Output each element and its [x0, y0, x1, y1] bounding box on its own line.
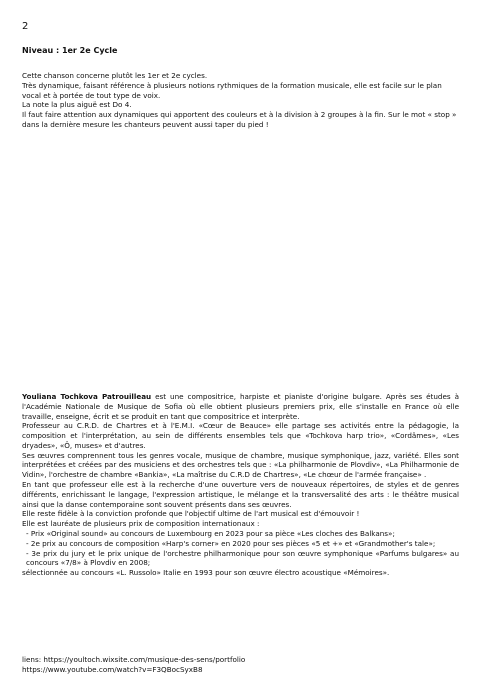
intro-line: Cette chanson concerne plutôt les 1er et 2e cycles.: [22, 71, 208, 80]
bio-paragraph: En tant que professeur elle est à la recherche d'une ouverture vers de nouveaux répertoires, de styles et de genres différents, enrichissant le langage, l'expression artistique, le mélange et la transversalité des arts : le théâtre musical ainsi que la danse contemporaine sont souvent présents dans ses œuvres.: [22, 480, 459, 509]
portfolio-link[interactable]: liens: https://youltoch.wixsite.com/musique-des-sens/portfolio: [22, 655, 246, 664]
award-item: sélectionnée au concours «L. Russolo» Italie en 1993 pour son œuvre électro acoustique «Mémoires».: [22, 568, 390, 578]
intro-section: [22, 71, 459, 130]
intro-line: Il faut faire attention aux dynamiques qui apportent des couleurs et à la division à 2 groupes à la fin. Sur le mot « stop » dans la dernière mesure les chanteurs peuvent aussi taper du pied !: [22, 110, 457, 129]
bio-paragraph: Professeur au C.R.D. de Chartres et à l'E.M.I. «Cœur de Beauce» elle partage ses activités entre la pédagogie, la composition et l'interprétation, au sein de différents ensembles tels que «Tochkova harp trio», «Cordâmes», «Les dryades», «Ô, muses» et d'autres.: [22, 421, 459, 450]
page-number: 2: [22, 21, 29, 32]
bio-paragraph: [22, 392, 459, 421]
bio-intro-text: est une compositrice, harpiste et pianiste d'origine bulgare. Après ses études à l'Académie Nationale de Musique de Sofia où elle obtient plusieurs premiers prix, elle s'installe en France où elle travaille, enseigne, écrit et se produit en tant que compositrice et interprète.: [22, 392, 459, 421]
composer-name: Youliana Tochkova Patrouilleau: [22, 392, 152, 401]
award-item: - Prix «Original sound» au concours de Luxembourg en 2023 pour sa pièce «Les cloches des Balkans»;: [26, 528, 395, 538]
award-item: - 3e prix du jury et le prix unique de l'orchestre philharmonique pour son œuvre symphonique «Parfums bulgares» au concours «7/8» à Plovdiv en 2008;: [26, 548, 459, 568]
composer-bio: [22, 392, 459, 578]
bio-paragraph: Elle reste fidèle à la conviction profonde que l'objectif ultime de l'art musical est d'émouvoir !: [22, 509, 360, 519]
intro-line: Très dynamique, faisant référence à plusieurs notions rythmiques de la formation musicale, elle est facile sur le plan vocal et à portée de tout type de voix.: [22, 80, 442, 100]
links-section: [22, 655, 245, 675]
bio-paragraph: Elle est lauréate de plusieurs prix de composition internationaux :: [22, 519, 260, 529]
youtube-link[interactable]: https://www.youtube.com/watch?v=F3QBocSyxB8: [22, 664, 203, 674]
intro-line: La note la plus aiguë est Do 4.: [22, 100, 132, 110]
bio-paragraph: Ses œuvres comprennent tous les genres vocale, musique de chambre, musique symphonique, jazz, variété. Elles sont interprétées et créées par des musiciens et des orchestres tels que : «La philharmonie de Plovdiv», «La Philharmonie de Vidin», l'orchestre de chambre «Bankia», «La maîtrise du C.R.D de Chartres», «Le chœur de l'armée française» .: [22, 450, 459, 480]
award-item: - 2e prix au concours de composition «Harp's corner» en 2020 pour ses pièces «5 et +» et «Grandmother's tale»;: [26, 538, 436, 548]
level-heading: Niveau : 1er 2e Cycle: [22, 46, 118, 55]
